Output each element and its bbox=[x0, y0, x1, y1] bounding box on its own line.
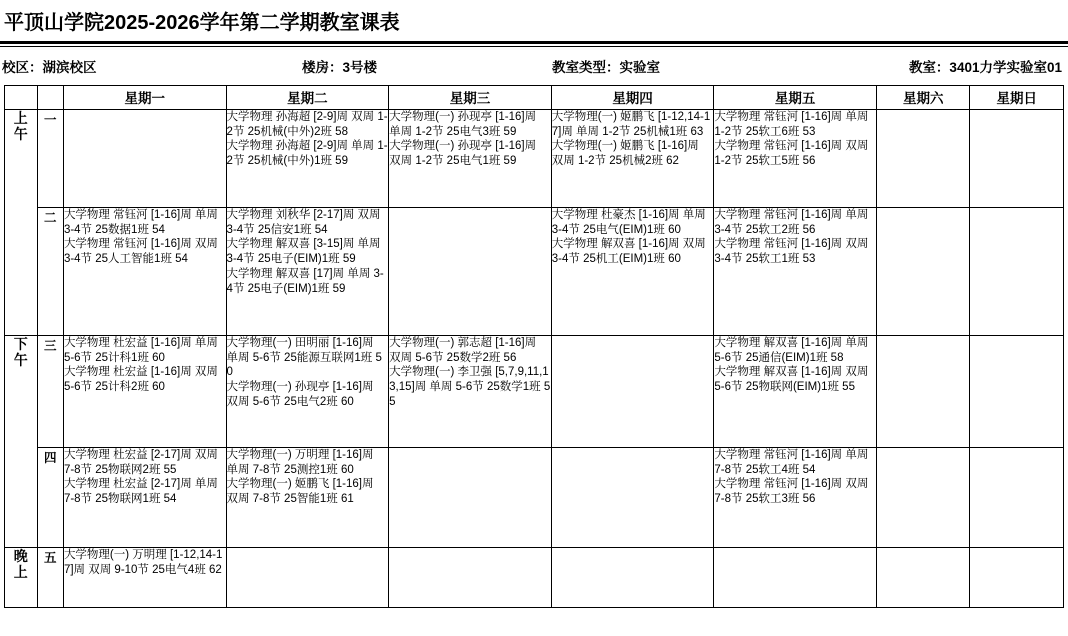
meta-building: 楼房：3号楼 bbox=[302, 60, 378, 75]
table-header-row bbox=[5, 86, 1064, 110]
cell-wed-p3[interactable] bbox=[389, 336, 552, 448]
course-entry: 大学物理(一) 李卫强 [5,7,9,11,13,15]周 单周 5-6节 25数学1班 55 bbox=[389, 366, 551, 408]
header-period bbox=[37, 86, 63, 110]
table-row bbox=[5, 208, 1064, 336]
meta-bar bbox=[0, 47, 1068, 85]
table-row bbox=[5, 448, 1064, 548]
cell-sun-p2[interactable] bbox=[970, 208, 1064, 336]
course-entry: 大学物理 常钰河 [1-16]周 双周 3-4节 25人工智能1班 54 bbox=[63, 238, 218, 266]
meta-campus: 校区：湖滨校区 bbox=[2, 60, 97, 75]
cell-fri-p2[interactable] bbox=[714, 208, 877, 336]
cell-sun-p1[interactable] bbox=[970, 110, 1064, 208]
course-entry: 大学物理 常钰河 [1-16]周 单周 3-4节 25数据1班 54 bbox=[63, 209, 218, 236]
table-row bbox=[5, 110, 1064, 208]
course-entry: 大学物理(一) 姬鹏飞 [1-12,14-17]周 单周 1-2节 25机械1班 63 bbox=[551, 111, 711, 138]
cell-sat-p2[interactable] bbox=[876, 208, 970, 336]
period-label-5: 五 bbox=[37, 548, 63, 608]
cell-sat-p1[interactable] bbox=[876, 110, 970, 208]
cell-wed-p1[interactable] bbox=[389, 110, 552, 208]
course-entry: 大学物理 解双喜 [1-16]周 单周 5-6节 25通信(EIM)1班 58 bbox=[714, 337, 869, 364]
cell-tue-p3[interactable] bbox=[226, 336, 389, 448]
course-entry: 大学物理 常钰河 [1-16]周 单周 3-4节 25软工2班 56 bbox=[714, 209, 869, 236]
cell-mon-p5[interactable] bbox=[63, 548, 226, 608]
header-friday: 星期五 bbox=[714, 86, 877, 110]
header-saturday: 星期六 bbox=[876, 86, 970, 110]
page-title: 平顶山学院2025-2026学年第二学期教室课表 bbox=[4, 12, 400, 34]
header-tuesday: 星期二 bbox=[226, 86, 389, 110]
section-label-morning bbox=[5, 110, 38, 336]
period-label-3: 三 bbox=[37, 336, 63, 448]
meta-room: 教室：3401力学实验室01 bbox=[908, 60, 1062, 75]
course-entry: 大学物理 常钰河 [1-16]周 双周 3-4节 25软工1班 53 bbox=[714, 238, 869, 266]
course-entry: 大学物理(一) 姬鹏飞 [1-16]周 双周 1-2节 25机械2班 62 bbox=[551, 140, 699, 168]
cell-mon-p4[interactable] bbox=[63, 448, 226, 548]
cell-tue-p4[interactable] bbox=[226, 448, 389, 548]
period-label-4: 四 bbox=[37, 448, 63, 548]
cell-sat-p5[interactable] bbox=[876, 548, 970, 608]
course-entry: 大学物理 解双喜 [1-16]周 双周 3-4节 25机工(EIM)1班 60 bbox=[551, 238, 706, 266]
header-sunday: 星期日 bbox=[970, 86, 1064, 110]
course-entry: 大学物理 杜宏益 [1-16]周 单周 5-6节 25计科1班 60 bbox=[63, 337, 218, 364]
course-entry: 大学物理(一) 万明理 [1-12,14-17]周 双周 9-10节 25电气4班 62 bbox=[63, 549, 223, 576]
course-entry: 大学物理(一) 郭志超 [1-16]周 双周 5-6节 25数学2班 56 bbox=[389, 337, 537, 364]
course-entry: 大学物理 常钰河 [1-16]周 单周 1-2节 25软工6班 53 bbox=[714, 111, 869, 138]
cell-sun-p3[interactable] bbox=[970, 336, 1064, 448]
cell-fri-p5[interactable] bbox=[714, 548, 877, 608]
course-entry: 大学物理 孙海超 [2-9]周 双周 1-2节 25机械(中外)2班 58 bbox=[226, 111, 388, 138]
cell-wed-p5[interactable] bbox=[389, 548, 552, 608]
course-entry: 大学物理 杜宏益 [2-17]周 单周 7-8节 25物联网1班 54 bbox=[63, 478, 218, 506]
course-entry: 大学物理 杜豪杰 [1-16]周 单周 3-4节 25电气(EIM)1班 60 bbox=[551, 209, 706, 236]
cell-tue-p1[interactable] bbox=[226, 110, 389, 208]
cell-thu-p4[interactable] bbox=[551, 448, 714, 548]
cell-tue-p2[interactable] bbox=[226, 208, 389, 336]
header-thursday: 星期四 bbox=[551, 86, 714, 110]
cell-thu-p1[interactable] bbox=[551, 110, 714, 208]
cell-sat-p3[interactable] bbox=[876, 336, 970, 448]
course-entry: 大学物理 杜宏益 [2-17]周 双周 7-8节 25物联网2班 55 bbox=[63, 449, 218, 476]
period-label-2: 二 bbox=[37, 208, 63, 336]
section-label-afternoon-text: 下 午 bbox=[13, 336, 28, 369]
table-row bbox=[5, 548, 1064, 608]
schedule-table bbox=[4, 85, 1064, 608]
course-entry: 大学物理 常钰河 [1-16]周 双周 7-8节 25软工3班 56 bbox=[714, 478, 869, 506]
meta-room-type: 教室类型：实验室 bbox=[552, 60, 660, 75]
course-entry: 大学物理 解双喜 [17]周 单周 3-4节 25电子(EIM)1班 59 bbox=[226, 267, 384, 295]
cell-wed-p2[interactable] bbox=[389, 208, 552, 336]
cell-fri-p4[interactable] bbox=[714, 448, 877, 548]
title-divider-thick bbox=[0, 41, 1068, 44]
course-entry: 大学物理 解双喜 [3-15]周 单周 3-4节 25电子(EIM)1班 59 bbox=[226, 238, 381, 266]
header-section bbox=[5, 86, 38, 110]
header-monday: 星期一 bbox=[63, 86, 226, 110]
cell-mon-p1[interactable] bbox=[63, 110, 226, 208]
table-row bbox=[5, 336, 1064, 448]
course-entry: 大学物理(一) 孙现亭 [1-16]周 双周 5-6节 25电气2班 60 bbox=[226, 381, 374, 408]
course-entry: 大学物理 孙海超 [2-9]周 单周 1-2节 25机械(中外)1班 59 bbox=[226, 140, 388, 168]
cell-sat-p4[interactable] bbox=[876, 448, 970, 548]
course-entry: 大学物理(一) 田明丽 [1-16]周 单周 5-6节 25能源互联网1班 50 bbox=[226, 337, 382, 379]
course-entry: 大学物理 杜宏益 [1-16]周 双周 5-6节 25计科2班 60 bbox=[63, 366, 218, 394]
section-label-morning-text: 上 午 bbox=[13, 110, 28, 143]
cell-sun-p5[interactable] bbox=[970, 548, 1064, 608]
course-entry: 大学物理 常钰河 [1-16]周 双周 1-2节 25软工5班 56 bbox=[714, 140, 869, 168]
cell-mon-p3[interactable] bbox=[63, 336, 226, 448]
course-entry: 大学物理(一) 姬鹏飞 [1-16]周 双周 7-8节 25智能1班 61 bbox=[226, 478, 374, 506]
cell-thu-p3[interactable] bbox=[551, 336, 714, 448]
course-entry: 大学物理(一) 孙现亭 [1-16]周 单周 1-2节 25电气3班 59 bbox=[389, 111, 537, 138]
cell-wed-p4[interactable] bbox=[389, 448, 552, 548]
section-label-afternoon bbox=[5, 336, 38, 548]
cell-sun-p4[interactable] bbox=[970, 448, 1064, 548]
cell-thu-p5[interactable] bbox=[551, 548, 714, 608]
section-label-evening bbox=[5, 548, 38, 608]
course-entry: 大学物理(一) 万明理 [1-16]周 单周 7-8节 25测控1班 60 bbox=[226, 449, 374, 476]
course-entry: 大学物理 常钰河 [1-16]周 单周 7-8节 25软工4班 54 bbox=[714, 449, 869, 476]
course-entry: 大学物理(一) 孙现亭 [1-16]周 双周 1-2节 25电气1班 59 bbox=[389, 140, 537, 168]
header-wednesday: 星期三 bbox=[389, 86, 552, 110]
cell-tue-p5[interactable] bbox=[226, 548, 389, 608]
section-label-evening-text: 晚 上 bbox=[13, 548, 28, 581]
cell-fri-p1[interactable] bbox=[714, 110, 877, 208]
period-label-1: 一 bbox=[37, 110, 63, 208]
course-entry: 大学物理 解双喜 [1-16]周 双周 5-6节 25物联网(EIM)1班 55 bbox=[714, 366, 869, 394]
cell-mon-p2[interactable] bbox=[63, 208, 226, 336]
cell-fri-p3[interactable] bbox=[714, 336, 877, 448]
cell-thu-p2[interactable] bbox=[551, 208, 714, 336]
course-entry: 大学物理 刘秋华 [2-17]周 双周 3-4节 25信安1班 54 bbox=[226, 209, 381, 236]
